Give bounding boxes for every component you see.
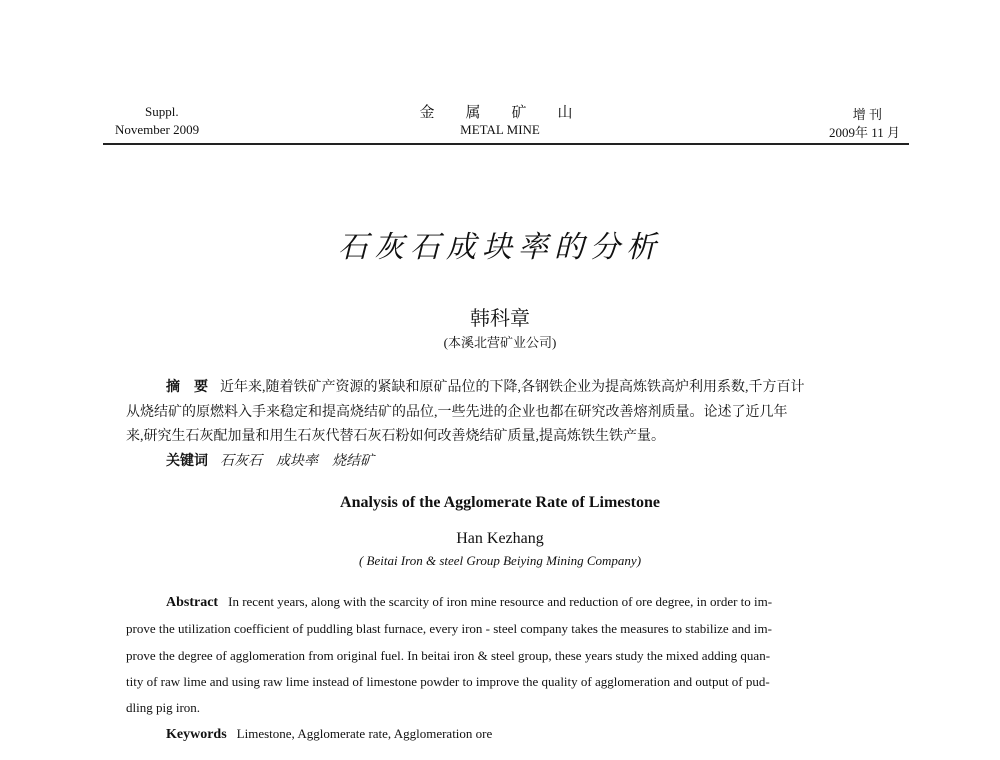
abstract-en-line: prove the degree of agglomeration from original fuel. In beitai iron & steel group, these years study the mixed adding quan- [126, 647, 771, 663]
keyword: 成块率 [276, 453, 318, 469]
header-supplement-cn: 增 刊 [852, 107, 882, 122]
abstract-en-line: tity of raw lime and using raw lime instead of limestone powder to improve the quality of agglomeration and output of pud- [126, 673, 770, 689]
header-rule [103, 143, 909, 145]
abstract-cn-line: 来,研究生石灰配加量和用生石灰代替石灰石粉如何改善烧结矿质量,提高炼铁生铁产量。 [126, 429, 665, 444]
header-suppl: Suppl. [145, 104, 179, 119]
abstract-cn-label: 摘 要 [166, 380, 208, 395]
keywords-cn-label: 关键词 [166, 453, 208, 469]
keywords-cn [126, 450, 805, 475]
journal-name-cn: 金 属 矿 山 [419, 105, 581, 121]
header-date-en: November 2009 [115, 122, 200, 137]
keywords-en-text: Limestone, Agglomerate rate, Agglomeration ore [236, 726, 493, 742]
abstract-cn-line: 近年来,随着铁矿产资源的紧缺和原矿品位的下降,各钢铁企业为提高炼铁高炉利用系数,千方百计 [220, 380, 805, 395]
english-author: Han Kezhang [456, 530, 544, 547]
abstract-en-line: prove the utilization coefficient of puddling blast furnace, every iron - steel company takes the measures to stabilize and im- [126, 621, 772, 637]
header-date-cn: 2009年 11 月 [828, 125, 900, 140]
abstract-cn [126, 376, 805, 474]
english-title: Analysis of the Agglomerate Rate of Limestone [340, 494, 660, 511]
keywords-en-label: Keywords [166, 727, 227, 743]
abstract-en-line: dling pig iron. [126, 700, 201, 716]
abstract-en [126, 589, 772, 749]
abstract-en-line: In recent years, along with the scarcity of iron mine resource and reduction of ore degree, in order to im- [228, 594, 773, 609]
paper-title: 石灰石成块率的分析 [338, 231, 662, 264]
author: 韩科章 [470, 308, 530, 330]
keyword: 石灰石 [220, 453, 262, 469]
abstract-en-label: Abstract [166, 595, 219, 610]
keyword: 烧结矿 [332, 453, 374, 469]
affiliation: (本溪北营矿业公司) [443, 335, 557, 350]
english-affiliation: ( Beitai Iron & steel Group Beiying Mining Company) [358, 553, 642, 568]
keywords-en [126, 721, 772, 748]
abstract-cn-line: 从烧结矿的原燃料入手来稳定和提高烧结矿的品位,一些先进的企业也都在研究改善熔剂质量。论述了近几年 [126, 404, 788, 420]
journal-name-en: METAL MINE [460, 122, 540, 137]
